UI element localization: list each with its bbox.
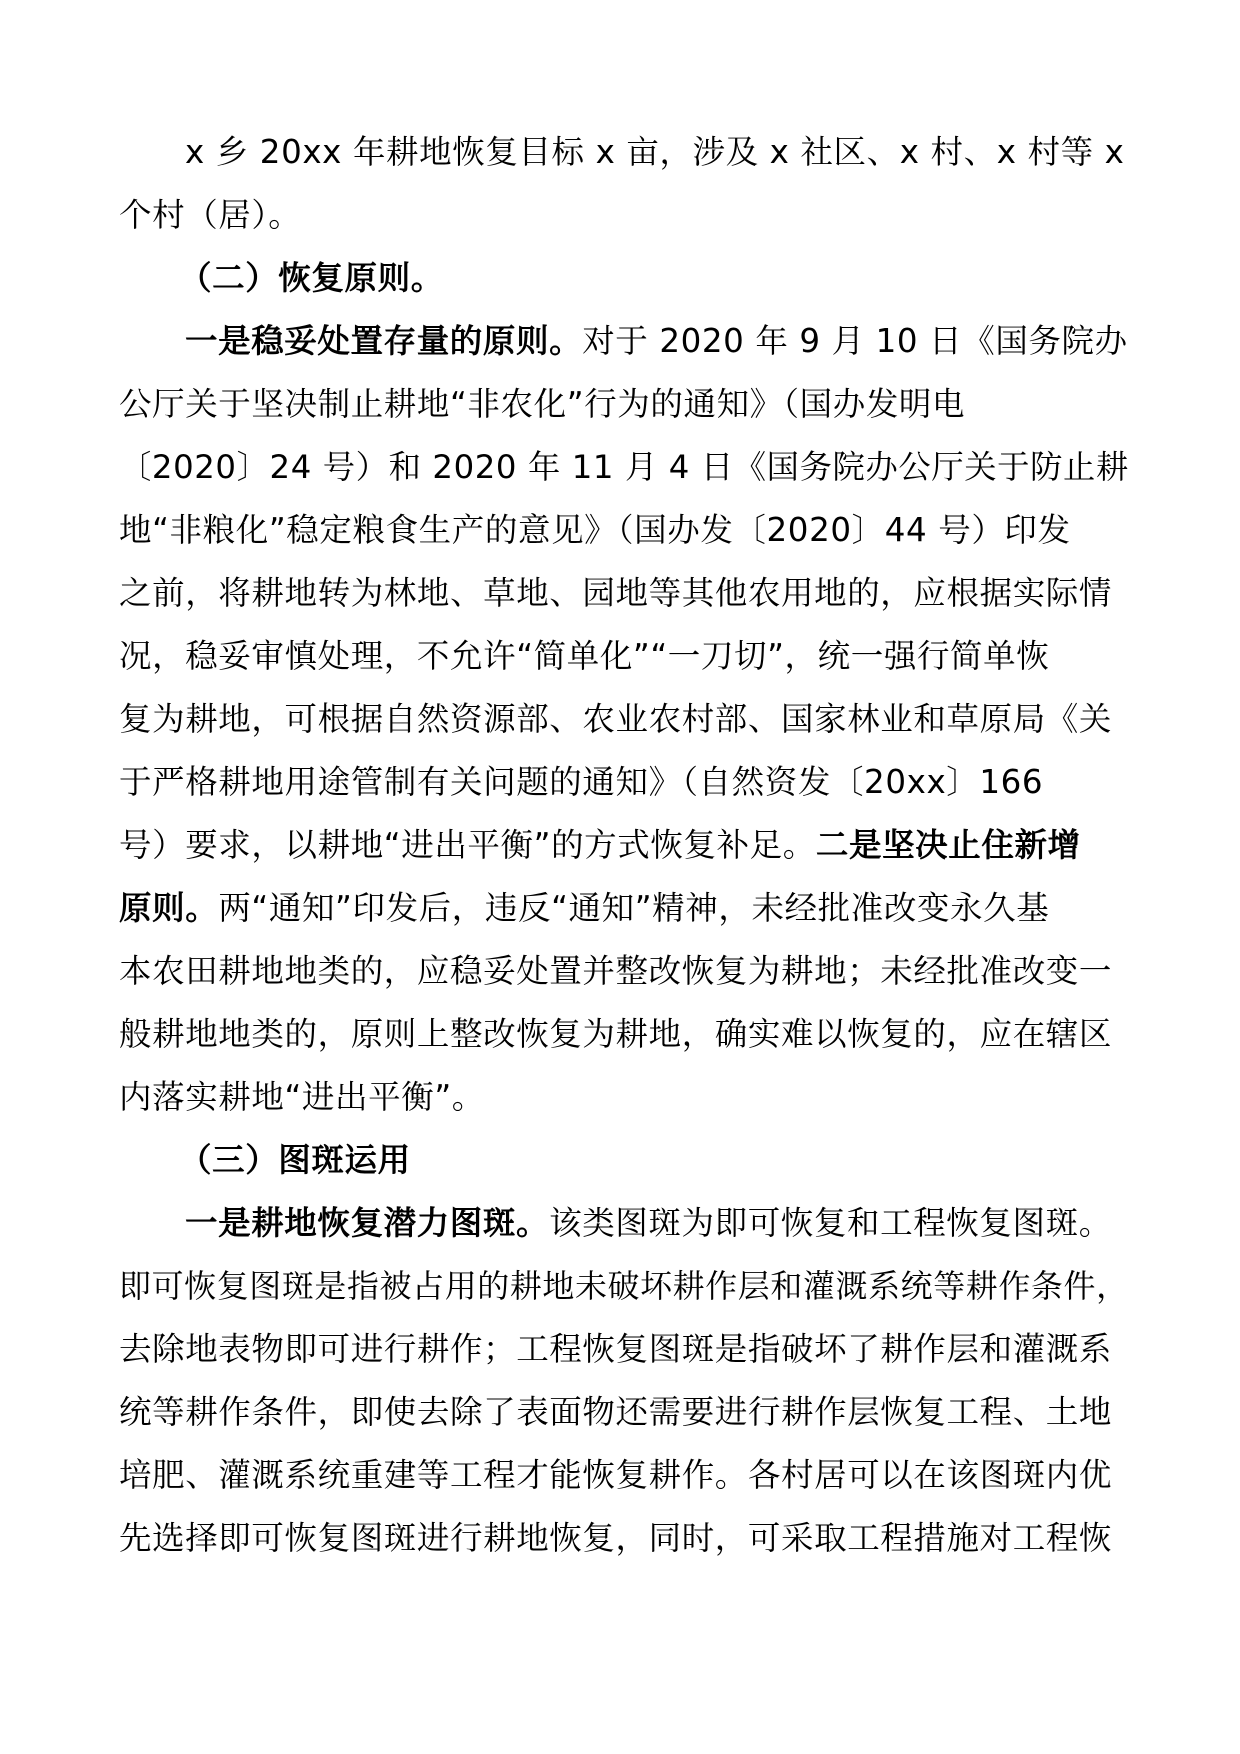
text-run: 于严格耕地用途管制有关问题的通知》（自然资发〔20xx〕166 [119,763,1044,801]
text-run: 个村（居）。 [119,196,302,234]
paragraph-line [119,939,1129,1003]
paragraph-line [119,183,1129,247]
text-run: 号）要求，以耕地“进出平衡”的方式恢复补足。 [119,826,816,864]
paragraph-line [119,561,1129,625]
text-run: 之前，将耕地转为林地、草地、园地等其他农用地的，应根据实际情 [119,574,1113,612]
paragraph-line [119,1254,1129,1318]
paragraph-line [119,1065,1129,1129]
heading-text: （二）恢复原则。 [179,259,444,297]
text-run: 〔2020〕24 号）和 2020 年 11 月 4 日《国务院办公厅关于防止耕 [119,448,1129,486]
text-run: 内落实耕地“进出平衡”。 [119,1078,485,1116]
paragraph-line [119,1380,1129,1444]
text-run: 般耕地地类的，原则上整改恢复为耕地，确实难以恢复的，应在辖区 [119,1015,1113,1053]
section-heading [119,246,1129,310]
paragraph-line [119,1443,1129,1507]
paragraph-line [119,120,1129,184]
paragraph-line [119,624,1129,688]
text-run: 即可恢复图斑是指被占用的耕地未破坏耕作层和灌溉系统等耕作条件， [119,1267,1129,1305]
text-run: 公厅关于坚决制止耕地“非农化”行为的通知》（国办发明电 [119,385,966,423]
paragraph-line [119,687,1129,751]
bold-lead-text: 原则。 [119,889,219,927]
text-run: 统等耕作条件，即使去除了表面物还需要进行耕作层恢复工程、土地 [119,1393,1113,1431]
paragraph-line [119,1191,1129,1255]
text-run: x 乡 20xx 年耕地恢复目标 x 亩，涉及 x 社区、x 村、x 村等 x [185,133,1125,171]
bold-lead-text: 一是耕地恢复潜力图斑。 [185,1204,550,1242]
paragraph-line [119,1317,1129,1381]
paragraph-line [119,309,1129,373]
paragraph-line [119,750,1129,814]
text-run: 两“通知”印发后，违反“通知”精神，未经批准改变永久基 [218,889,1050,927]
text-run: 对于 2020 年 9 月 10 日《国务院办 [582,322,1128,360]
section-heading [119,1128,1129,1192]
text-run: 本农田耕地地类的，应稳妥处置并整改恢复为耕地；未经批准改变一 [119,952,1113,990]
paragraph-line [119,876,1129,940]
bold-lead-text: 一是稳妥处置存量的原则。 [185,322,583,360]
text-run: 况，稳妥审慎处理，不允许“简单化”“一刀切”，统一强行简单恢 [119,637,1050,675]
paragraph-line [119,1506,1129,1570]
text-run: 地“非粮化”稳定粮食生产的意见》（国办发〔2020〕44 号）印发 [119,511,1071,549]
text-run: 先选择即可恢复图斑进行耕地恢复，同时，可采取工程措施对工程恢 [119,1519,1113,1557]
paragraph-line [119,435,1129,499]
text-run: 去除地表物即可进行耕作；工程恢复图斑是指破坏了耕作层和灌溉系 [119,1330,1113,1368]
text-run: 复为耕地，可根据自然资源部、农业农村部、国家林业和草原局《关 [119,700,1113,738]
text-run: 培肥、灌溉系统重建等工程才能恢复耕作。各村居可以在该图斑内优 [119,1456,1113,1494]
text-run: 该类图斑为即可恢复和工程恢复图斑。 [549,1204,1112,1242]
bold-lead-text: 二是坚决止住新增 [815,826,1081,864]
paragraph-line [119,1002,1129,1066]
paragraph-line [119,813,1129,877]
paragraph-line [119,372,1129,436]
paragraph-line [119,498,1129,562]
heading-text: （三）图斑运用 [179,1141,411,1179]
